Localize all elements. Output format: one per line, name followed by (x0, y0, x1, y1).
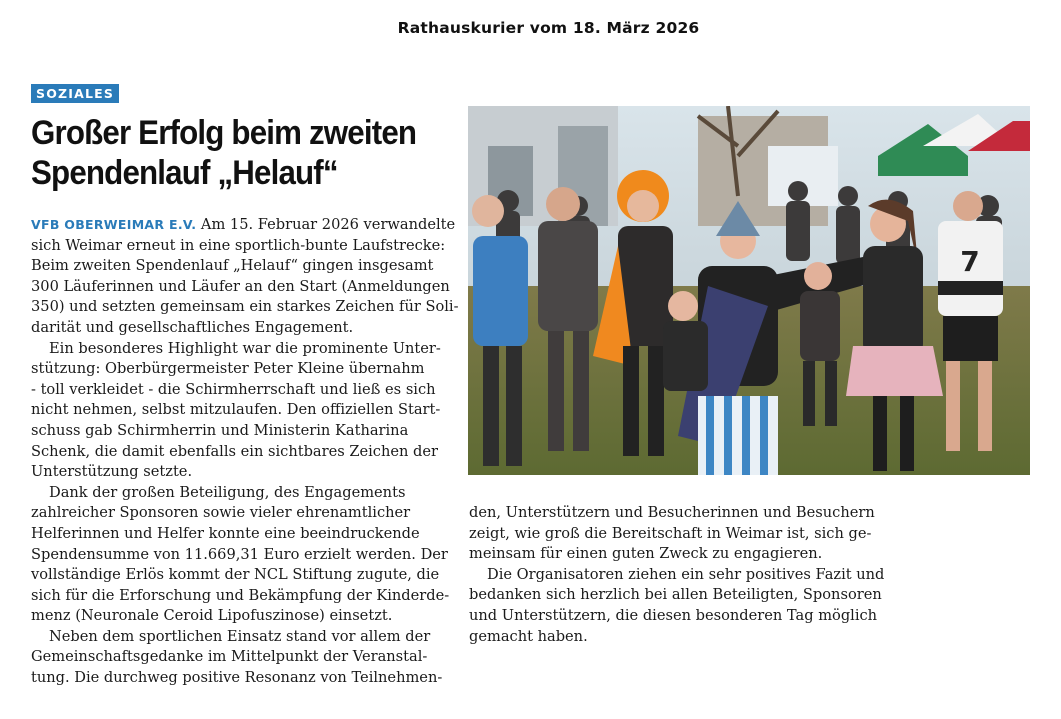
body-line: 350) und setzten gemeinsam ein starkes Zeichen für Soli- (31, 298, 459, 316)
body-line: Die Organisatoren ziehen ein sehr positives Fazit und (487, 565, 885, 583)
body-line: Unterstützung setzte. (31, 463, 193, 481)
body-line: zeigt, wie groß die Bereitschaft in Weimar ist, sich ge- (469, 524, 872, 542)
body-line: Spendensumme von 11.669,31 Euro erzielt werden. Der (31, 545, 448, 563)
runners-photo-illustration (468, 106, 1030, 475)
body-line: VFB OBERWEIMAR E.V. Am 15. Februar 2026 verwandelte (31, 216, 456, 233)
body-line: nicht nehmen, selbst mitzulaufen. Den offiziellen Start- (31, 401, 441, 419)
body-line: den, Unterstützern und Besucherinnen und Besuchern (469, 504, 875, 521)
body-line: darität und gesellschaftliches Engagement. (31, 318, 354, 336)
jersey-number: 7 (960, 245, 980, 278)
byline: VFB OBERWEIMAR E.V. (31, 217, 197, 232)
body-line: schuss gab Schirmherrin und Ministerin Katharina (31, 421, 409, 439)
title-line: Großer Erfolg beim zweiten (31, 114, 417, 152)
body-line: und Unterstützern, die diesen besonderen Tag möglich (469, 606, 878, 624)
body-line: 300 Läuferinnen und Läufer an den Start (Anmeldungen (31, 277, 450, 295)
body-line: Neben dem sportlichen Einsatz stand vor allem der (49, 627, 431, 645)
body-line: Ein besonderes Highlight war die prominente Unter- (49, 339, 441, 357)
body-line: sich für die Erforschung und Bekämpfung der Kinderde- (31, 586, 450, 604)
body-line: vollständige Erlös kommt der NCL Stiftung zugute, die (31, 566, 440, 584)
body-line: bedanken sich herzlich bei allen Beteiligten, Sponsoren (469, 586, 882, 604)
publication-header: Rathauskurier vom 18. März 2026 (397, 19, 700, 37)
body-line: meinsam für einen guten Zweck zu engagieren. (469, 545, 823, 563)
title-line: Spendenlauf „Helauf“ (31, 154, 338, 192)
body-line: Schenk, die damit ebenfalls ein sichtbares Zeichen der (31, 442, 439, 460)
article-title (31, 113, 436, 193)
body-line: Beim zweiten Spendenlauf „Helauf“ gingen insgesamt (31, 257, 434, 275)
body-line: tung. Die durchweg positive Resonanz von Teilnehmen- (31, 669, 443, 687)
body-line: Gemeinschaftsgedanke im Mittelpunkt der Veranstal- (31, 648, 428, 666)
body-line: menz (Neuronale Ceroid Lipofuszinose) einsetzt. (31, 607, 393, 625)
category-badge: SOZIALES (31, 84, 119, 103)
article-column-2 (469, 503, 889, 647)
article-photo (468, 106, 1030, 475)
body-line: Dank der großen Beteiligung, des Engagements (49, 483, 406, 501)
body-line: gemacht haben. (469, 627, 588, 645)
body-line: Helferinnen und Helfer konnte eine beeindruckende (31, 524, 420, 542)
body-line: stützung: Oberbürgermeister Peter Kleine übernahm (31, 360, 425, 378)
body-line: - toll verkleidet - die Schirmherrschaft und ließ es sich (31, 380, 436, 398)
body-line: sich Weimar erneut in eine sportlich-bunte Laufstrecke: (31, 236, 446, 254)
body-line: zahlreicher Sponsoren sowie vieler ehrenamtlicher (31, 504, 411, 522)
article-column-1 (31, 215, 459, 689)
